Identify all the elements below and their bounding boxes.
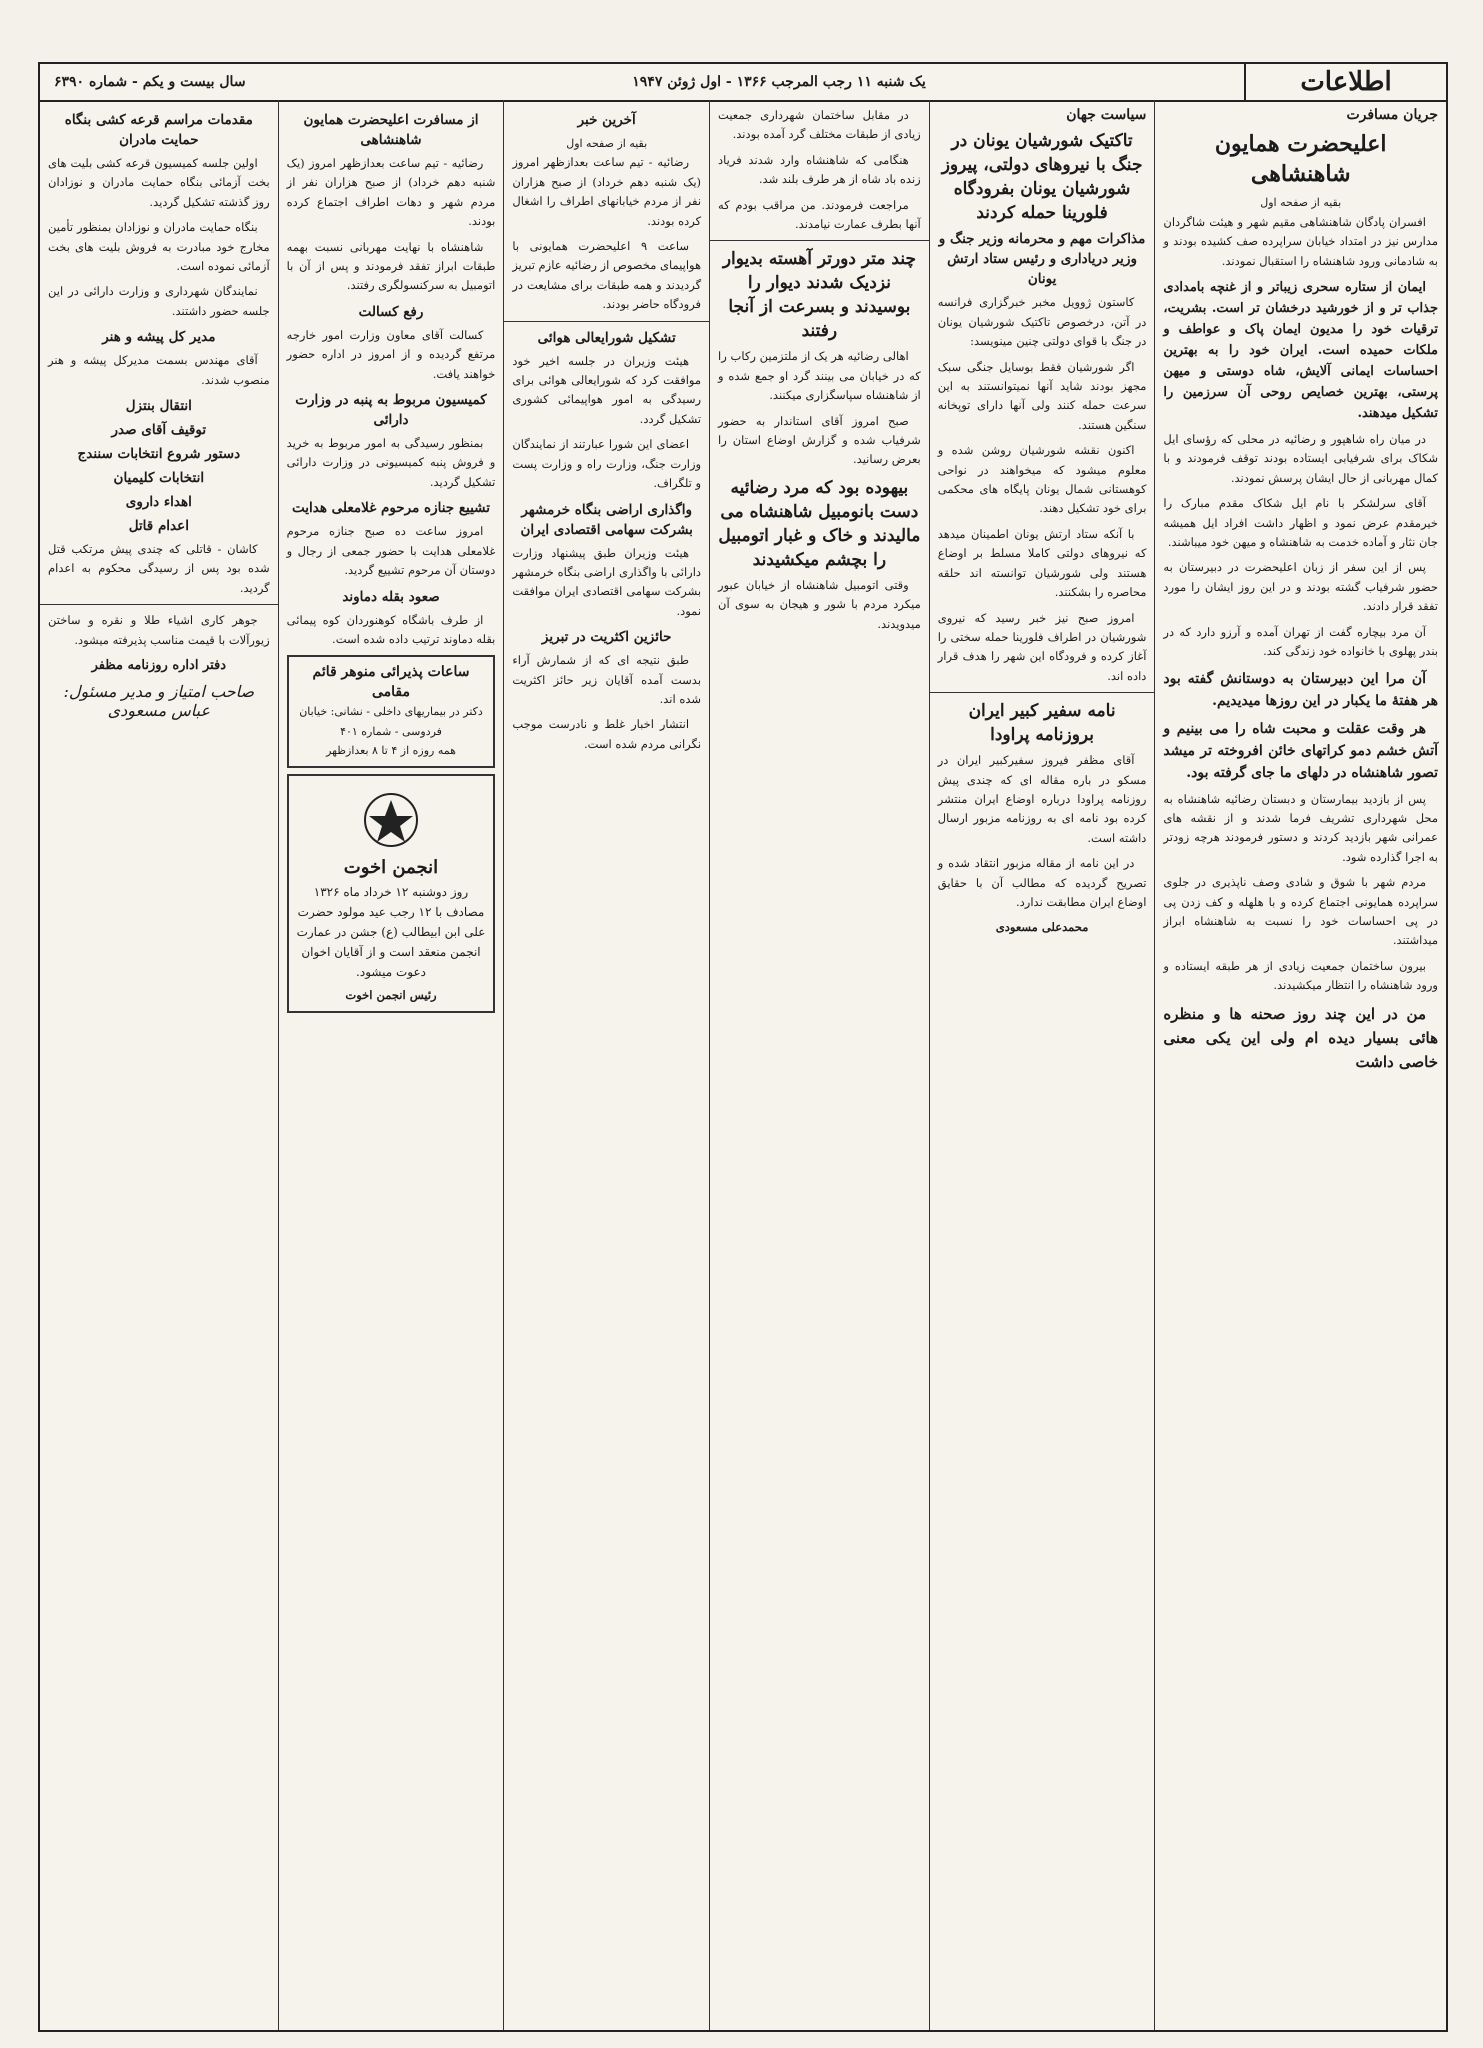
notice-body: روز دوشنبه ۱۲ خرداد ماه ۱۳۲۶ مصادف با ۱۲ رجب عید مولود حضرت علی ابن ابیطالب (ع) جشن در عمارت انجمن منعقد است و از آقایان اخوان دعوت میشود. [296, 884, 486, 979]
paragraph: پس از این سفر از زبان اعلیحضرت در دبیرستان به حضور شرفیاب گشته بودند و در این روز ایشان را مورد تفقد قرار دادند. [1163, 560, 1438, 614]
headline: نامه سفیر کبیر ایران بروزنامه پراودا [968, 701, 1116, 746]
divider [40, 604, 278, 605]
headline: آخرین خبر [577, 112, 636, 128]
notice-sign: رئیس انجمن اخوت [345, 987, 437, 1002]
paragraph: صبح امروز آقای استاندار به حضور شرفیاب شده و گزارش اوضاع استان را بعرض رسانید. [718, 413, 921, 467]
publisher-signature: صاحب امتیاز و مدیر مسئول: عباس مسعودی [63, 681, 255, 720]
column-4 [503, 100, 709, 2030]
paragraph: بنگاه حمایت مادران و نوزادان بمنظور تأمین مخارج خود مبادرت به فروش بلیت های بخت آزمائی نموده است. [48, 220, 270, 274]
paragraph: بیرون ساختمان جمعیت زیادی از هر طبقه ایستاده و ورود شاهنشاه را انتظار میکشیدند. [1163, 958, 1438, 993]
paragraph: اگر شورشیان فقط بوسایل جنگی سبک مجهز بودند شاید آنها نمیتوانستند به این سرعت حمله کنند ولی آنها دارای توپخانه سنگین هستند. [937, 359, 1147, 432]
paragraph: اکنون نقشه شورشیان روشن شده و معلوم میشود که میخواهند در نواحی کوهستانی شمال یونان پایگاه های محکمی برای خود تشکیل دهند. [937, 443, 1147, 516]
paragraph: رضائیه - تیم ساعت بعدازظهر امروز (یک شنبه دهم خرداد) از صبح هزاران نفر از مردم شهر و دهات اطراف اجتماع کرده بودند. [286, 156, 496, 229]
column-2 [929, 100, 1155, 2030]
office-notice: دفتر اداره روزنامه مظفر [91, 658, 227, 674]
advert-text: دکتر در بیماریهای داخلی - نشانی: خیابان فردوسی - شماره ۴۰۱ [299, 705, 483, 738]
paragraph: امروز ساعت ده صبح جنازه مرحوم غلامعلی هدایت با حضور جمعی از رجال و دوستان آن مرحوم تشییع گردید. [286, 524, 496, 578]
paragraph: کسالت آقای معاون وزارت امور خارجه مرتفع گردیده و از امروز در اداره حضور خواهند یافت. [286, 327, 496, 381]
paragraph: افسران پادگان شاهنشاهی مقیم شهر و هیئت شاگردان مدارس نیز در امتداد خیابان سراپرده صف کشیده بودند و به شادمانی ورود شاهنشاه را استقبال نمودند. [1163, 214, 1438, 268]
advert-hours: همه روزه از ۴ تا ۸ بعدازظهر [326, 743, 456, 757]
headline: واگذاری اراضی بنگاه خرمشهر بشرکت سهامی اقتصادی ایران [520, 501, 693, 538]
paragraph: نمایندگان شهرداری و وزارت دارائی در این جلسه حضور داشتند. [48, 284, 270, 318]
paragraph: پس از بازدید بیمارستان و دبستان رضائیه شاهنشاه به محل شهرداری تشریف فرما شدند و از نقشه های عمرانی شهر بازدید کردند و دستور فرمودند هرچه زودتر به اجرا گذارده شود. [1163, 791, 1438, 864]
paragraph-bold: هر وقت عقلت و محبت شاه را می بینیم و آتش خشم دمو کراتهای خائن افروخته تر میشد تصور شاهنشاه در دلهای ما جای گرفته بود. [1163, 720, 1438, 781]
headline: انتقال بنتزل [125, 398, 192, 415]
paragraph: آقای مهندس بسمت مدیرکل پیشه و هنر منصوب شدند. [48, 353, 270, 387]
headline: تاکتیک شورشیان یونان در جنگ با نیروهای دولتی، پیروز شورشیان یونان بفرودگاه فلورینا حمله کردند [941, 131, 1143, 224]
paragraph: در مقابل ساختمان شهرداری جمعیت زیادی از طبقات مختلف گرد آمده بودند. [718, 108, 921, 142]
column-6 [40, 100, 278, 2030]
paragraph: شاهنشاه با نهایت مهربانی نسبت بهمه طبقات ابراز تفقد فرمودند و پس از آن با اتومبیل به سرکنسولگری رفتند. [286, 239, 496, 293]
headline: چند متر دورتر آهسته بدیوار نزدیک شدند دیوار را بوسیدند و بسرعت از آنجا رفتند [722, 249, 916, 342]
headline: انتخابات کلیمیان [113, 470, 205, 487]
headline: تشییع جنازه مرحوم غلامعلی هدایت [292, 500, 490, 517]
paragraph: در این نامه از مقاله مزبور انتقاد شده و تصریح گردیده که مطالب آن با حقایق اوضاع ایران مطابقت ندارد. [937, 856, 1147, 909]
paragraph: آن مرد بیچاره گفت از تهران آمده و آرزو دارد که در بندر پهلوی با خانواده خود زندگی کند. [1163, 624, 1438, 659]
headline: از مسافرت اعلیحضرت همایون شاهنشاهی [303, 112, 479, 148]
headline: مقدمات مراسم قرعه کشی بنگاه حمایت مادران [64, 112, 253, 148]
headline: صعود بقله دماوند [342, 588, 440, 605]
continued-note: بقیه از صفحه اول [566, 137, 648, 150]
paragraph: از طرف باشگاه کوهنوردان کوه پیمائی بقله دماوند ترتیب داده شده است. [286, 612, 496, 646]
kicker: جریان مسافرت [1346, 107, 1438, 123]
paragraph-bold: آن مرا این دبیرستان به دوستانش گفته بود هر هفتۀ ما یکبار در این روزها میدیدیم. [1163, 670, 1438, 709]
paragraph: طبق نتیجه ای که از شمارش آراء بدست آمده آقایان زیر حائز اکثریت شده اند. [512, 653, 702, 706]
paragraph: با آنکه ستاد ارتش یونان اطمینان میدهد که نیروهای دولتی کاملا مسلط بر اوضاع هستند ولی شورشیان توانسته اند حلقه محاصره را بشکنند. [937, 526, 1147, 600]
byline: محمدعلی مسعودی [995, 920, 1089, 935]
continued-note: بقیه از صفحه اول [1260, 196, 1342, 210]
divider [504, 321, 709, 322]
paragraph: هیئت وزیران طبق پیشنهاد وزارت دارائی با واگذاری اراضی بنگاه خرمشهر بشرکت سهامی اقتصادی ایران موافقت نمود. [512, 545, 702, 618]
header-strip [40, 64, 1446, 102]
headline: اهداء داروی [125, 494, 192, 511]
column-5 [278, 100, 504, 2030]
headline: توقیف آقای صدر [111, 422, 207, 439]
headline: رفع کسالت [358, 303, 424, 320]
paragraph: ساعت ۹ اعلیحضرت همایونی با هواپیمای مخصوص از رضائیه عازم تبریز گردیدند و همه طبقات برای مشایعت در فرودگاه حاضر بودند. [512, 239, 702, 312]
paragraph: بمنظور رسیدگی به امور مربوط به خرید و فروش پنبه کمیسیونی در وزارت دارائی تشکیل گردید. [286, 436, 496, 489]
paragraph: هنگامی که شاهنشاه وارد شدند فریاد زنده باد شاه از هر طرف بلند شد. [718, 152, 921, 187]
paragraph: جوهر کاری اشیاء طلا و نقره و ساختن زیورآلات با قیمت مناسب پذیرفته میشود. [48, 613, 270, 647]
issue-date: یک شنبه ۱۱ رجب المرجب ۱۳۶۶ - اول ژوئن ۱۹۴۷ [632, 74, 926, 90]
paragraph: آقای سرلشکر با نام ایل شکاک مقدم مبارک را خیرمقدم عرض نمود و اظهار داشت افراد ایل همیشه جان نثار و آماده خدمت به شاهنشاه و میهن خود میباشند. [1163, 496, 1438, 550]
headline: تشکیل شورایعالی هوائی [537, 329, 676, 346]
paragraph-bold: ایمان از ستاره سحری زیباتر و از غنچه بامدادی جذاب تر و از خورشید درخشان تر است. بشریت، ترقیات خود را مدیون ایمان پاک و عواطف و ملکات حمیده است. ایران خود را به بهترین احساسات ایمانی آلایش، شاه دوستی و میهن پرستی، بهترین خصایص روحی آن سرزمین را تشکیل میدهند. [1163, 280, 1438, 422]
subheadline: مذاکرات مهم و محرمانه وزیر جنگ و وزیر دریاداری و رئیس ستاد ارتش یونان [938, 231, 1146, 288]
advert-box [287, 655, 496, 768]
paragraph: رضائیه - تیم ساعت بعدازظهر امروز (یک شنبه دهم خرداد) از صبح هزاران نفر از مردم خیابانهای اطراف را اشغال کرده بودند. [512, 155, 702, 228]
year-issue: سال بیست و یکم - شماره ۶۳۹۰ [54, 74, 246, 90]
headline: دستور شروع انتخابات سنندج [77, 446, 241, 463]
masthead: اطلاعات [1244, 64, 1446, 100]
notice-box [287, 774, 496, 1013]
newspaper-page [38, 62, 1448, 2032]
notice-title: انجمن اخوت [343, 857, 439, 879]
paragraph: وقتی اتومبیل شاهنشاه از خیابان عبور میکرد مردم با شور و هیجان به سوی آن میدویدند. [718, 577, 921, 631]
headline: حائزین اکثریت در تبریز [541, 629, 672, 646]
advert-title: ساعات پذیرائی منوهر قائم مقامی [312, 664, 470, 700]
headline: مدیر کل پیشه و هنر [102, 329, 216, 346]
paragraph: هیئت وزیران در جلسه اخیر خود موافقت کرد که شورایعالی هوائی برای رسیدگی به امور هواپیمائی کشوری تشکیل گردد. [512, 353, 702, 426]
kicker: سیاست جهان [1066, 107, 1147, 123]
headline: بیهوده بود که مرد رضائیه دست بانومبیل شاهنشاه می مالیدند و خاک و غبار اتومبیل را بچشم میکشیدند [718, 477, 921, 570]
column-1 [1154, 100, 1446, 2030]
headline: اعدام قاتل [128, 518, 189, 535]
headline: کمیسیون مربوط به پنبه در وزارت دارائی [295, 392, 487, 429]
divider [710, 240, 929, 241]
paragraph: انتشار اخبار غلط و نادرست موجب نگرانی مردم شده است. [512, 717, 702, 751]
paragraph-bold: من در این چند روز صحنه ها و منظره هائی بسیار دیده ام ولی این یکی معنی خاصی داشت [1163, 1004, 1438, 1071]
paragraph: اولین جلسه کمیسیون قرعه کشی بلیت های بخت آزمائی بنگاه حمایت مادران و نوزادان روز گذشته تشکیل گردید. [48, 156, 270, 209]
emblem-icon [295, 790, 488, 850]
paragraph: کاشان - قاتلی که چندی پیش مرتکب قتل شده بود پس از رسیدگی محکوم به اعدام گردید. [48, 542, 270, 595]
paragraph: مردم شهر با شوق و شادی وصف ناپذیری در جلوی سراپرده همایونی اجتماع کرده و با هلهله و کف زدن پی در پی احساسات خود را نسبت به شاهنشاه ابراز میداشتند. [1163, 875, 1438, 948]
paragraph: کاستون ژوویل مخبر خبرگزاری فرانسه در آتن، درخصوص تاکتیک شورشیان یونان در جنگ با قوای دولتی چنین مینویسد: [937, 295, 1147, 349]
paragraph: مراجعت فرمودند. من مراقب بودم که آنها بطرف عمارت نیامدند. [718, 197, 921, 232]
column-3 [709, 100, 929, 2030]
columns [40, 100, 1446, 2030]
divider [930, 692, 1155, 693]
paragraph: امروز صبح نیز خبر رسید که نیروی شورشیان در اطراف فلورینا حمله سختی را آغاز کرده و فرودگاه این شهر را هدف قرار داده اند. [937, 610, 1147, 683]
headline: اعلیحضرت همایون شاهنشاهی [1214, 131, 1387, 188]
paragraph: در میان راه شاهپور و رضائیه در محلی که رؤسای ایل شکاک برای شرفیابی ایستاده بودند توقف فرمودند و با کمال مهربانی از حال ایشان پرسش نمودند. [1163, 432, 1438, 485]
paragraph: آقای مظفر فیروز سفیرکبیر ایران در مسکو در باره مقاله ای که چندی پیش روزنامه پراودا درباره اوضاع ایران منتشر کرده بود نامه ای به روزنامه مزبور ارسال داشته است. [937, 753, 1147, 845]
paragraph: اعضای این شورا عبارتند از نمایندگان وزارت جنگ، وزارت راه و وزارت پست و تلگراف. [512, 437, 702, 491]
paragraph: اهالی رضائیه هر یک از ملتزمین رکاب را که در خیابان می بینند گرد او جمع شده و از شاهنشاه سپاسگزاری میکنند. [718, 349, 921, 403]
